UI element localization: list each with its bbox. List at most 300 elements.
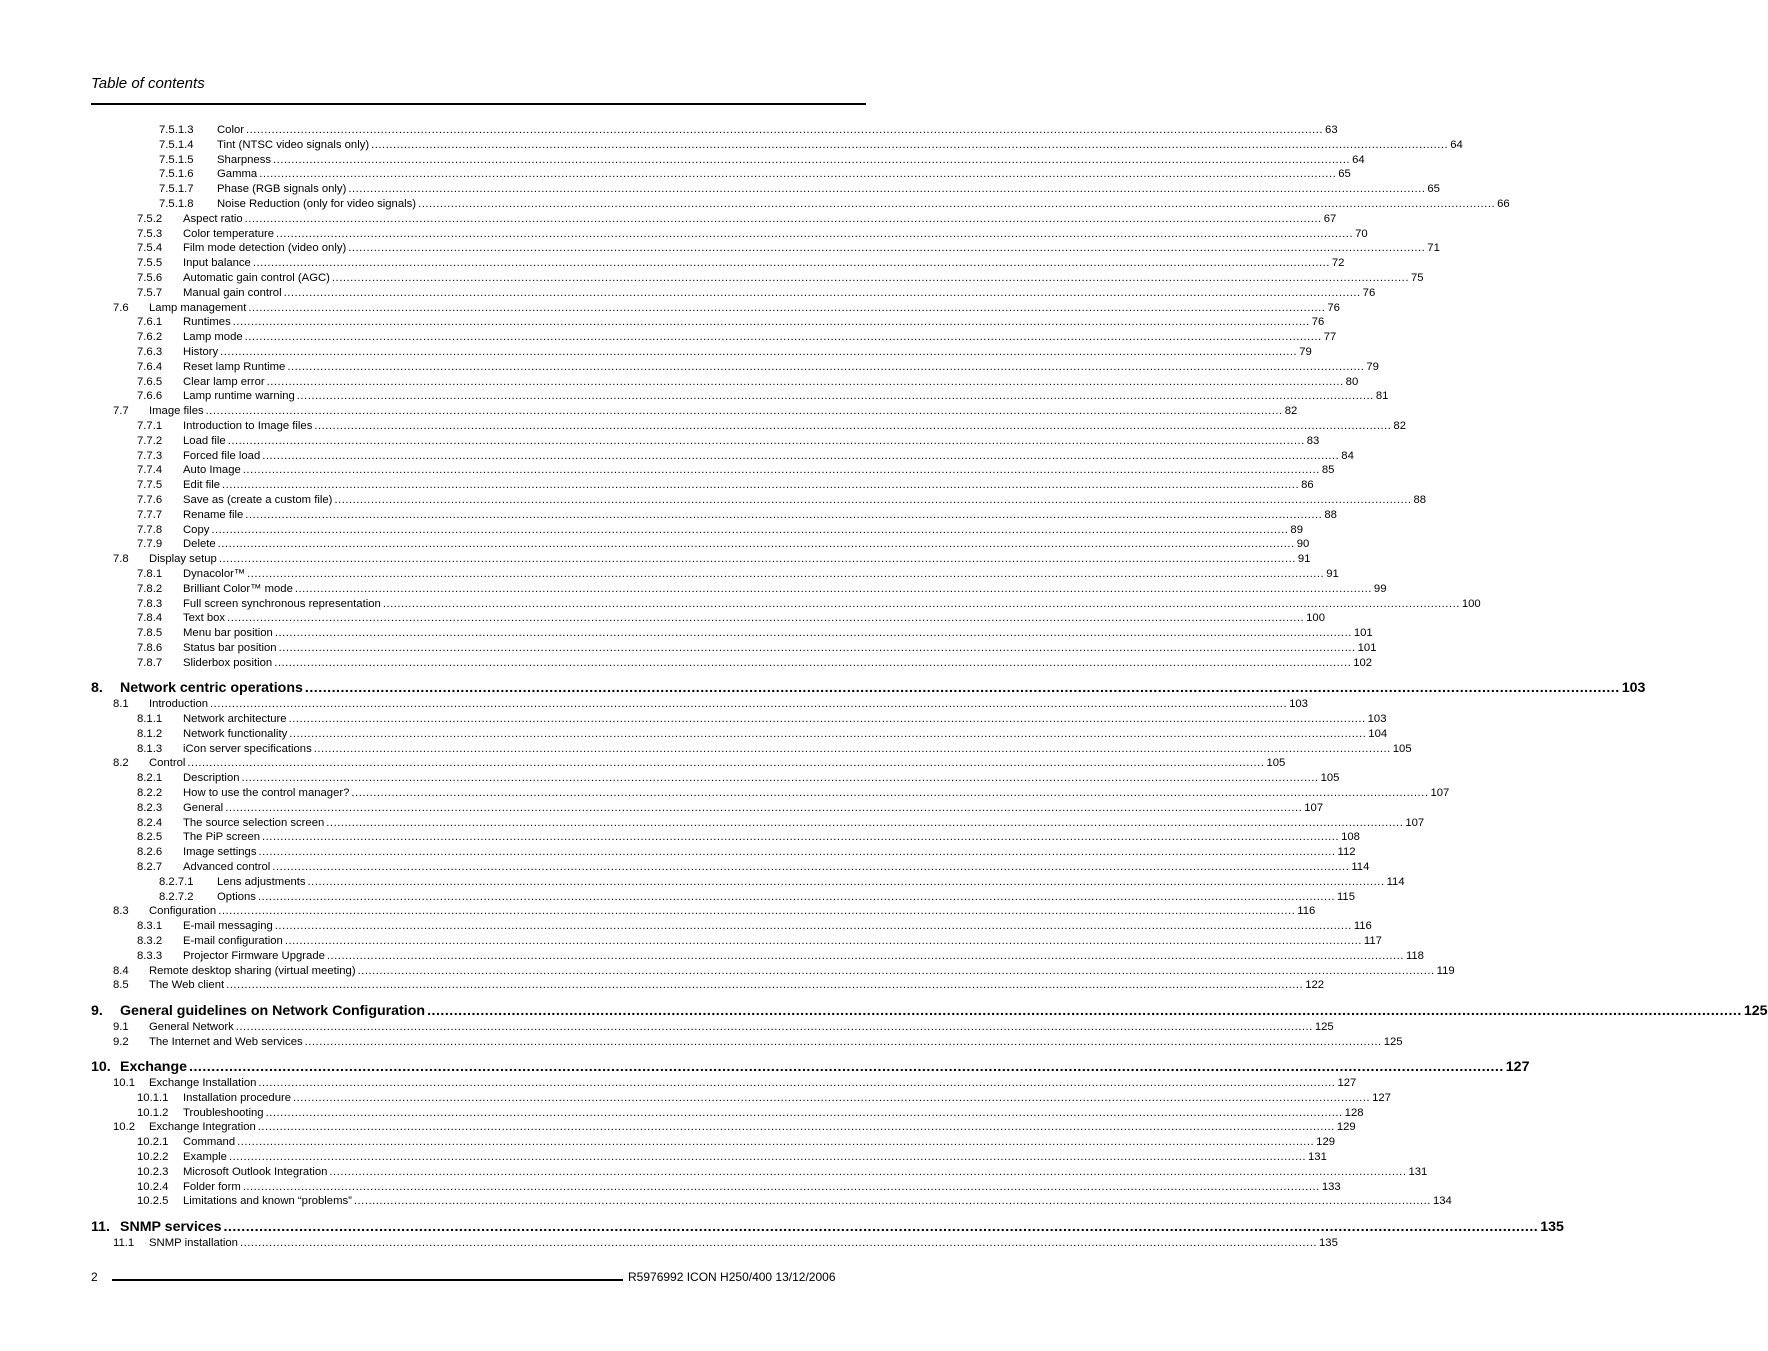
toc-entry-page: 129 <box>1336 1121 1356 1134</box>
toc-entry-number: 7.5.1.4 <box>159 138 194 151</box>
toc-entry-number: 7.5.1.7 <box>159 183 194 196</box>
toc-entry-title: Network centric operations <box>120 680 303 697</box>
toc-entry-page: 133 <box>1321 1180 1341 1193</box>
toc-entry-title: Microsoft Outlook Integration <box>183 1165 328 1178</box>
toc-entry-number: 7.5.7 <box>137 286 163 299</box>
toc-entry-page: 125 <box>1743 1002 1768 1019</box>
toc-entry-number: 8.3.2 <box>137 934 163 947</box>
toc-entry-number: 7.5.1.5 <box>159 153 194 166</box>
toc-entry-page: 81 <box>1375 390 1389 403</box>
toc-entry-title: Lamp mode <box>183 331 243 344</box>
toc-entry-number: 8.1.1 <box>137 712 163 725</box>
toc-entry-title: E-mail messaging <box>183 920 273 933</box>
toc-entry-title: Exchange <box>120 1059 188 1076</box>
toc-entry-page: 127 <box>1337 1077 1357 1090</box>
toc-entry-page: 107 <box>1405 816 1425 829</box>
toc-entry[interactable] <box>91 641 1377 656</box>
toc-entry-number: 7.6.6 <box>137 390 163 403</box>
toc-entry-page: 86 <box>1301 479 1314 492</box>
toc-entry-title: Limitations and known “problems” <box>183 1195 352 1208</box>
toc-entry[interactable] <box>91 1135 1336 1150</box>
toc-entry[interactable] <box>91 1236 1338 1251</box>
toc-entry-page: 117 <box>1363 934 1382 947</box>
toc-entry-title: Example <box>183 1151 227 1164</box>
toc-dot-leader <box>371 138 1448 153</box>
toc-entry-page: 64 <box>1352 153 1365 166</box>
toc-dot-leader <box>329 1165 1406 1180</box>
toc-entry[interactable] <box>91 123 1338 138</box>
toc-entry-title: Phase (RGB signals only) <box>217 183 347 196</box>
toc-dot-leader <box>262 449 1339 464</box>
toc-dot-leader <box>314 419 1391 434</box>
toc-dot-leader <box>293 1091 1370 1106</box>
toc-entry[interactable] <box>91 742 1412 757</box>
toc-entry-page: 64 <box>1450 138 1463 151</box>
toc-dot-leader <box>258 890 1335 905</box>
toc-entry[interactable] <box>91 271 1424 286</box>
toc-entry[interactable] <box>91 626 1373 641</box>
toc-entry-page: 77 <box>1323 331 1337 344</box>
toc-entry-page: 103 <box>1621 680 1646 697</box>
toc-entry[interactable] <box>91 1020 1334 1035</box>
toc-entry[interactable] <box>91 241 1440 256</box>
toc-dot-leader <box>220 345 1297 360</box>
toc-entry-page: 107 <box>1304 801 1324 814</box>
toc-entry-page: 100 <box>1461 597 1481 610</box>
toc-entry-title: Description <box>183 772 240 785</box>
toc-entry[interactable] <box>91 978 1325 993</box>
toc-entry[interactable] <box>91 964 1455 979</box>
toc-entry-title: Options <box>217 890 256 903</box>
toc-entry-page: 116 <box>1353 920 1372 933</box>
header-divider <box>91 103 866 105</box>
toc-entry[interactable] <box>91 434 1320 449</box>
toc-entry-title: The PiP screen <box>183 831 261 844</box>
toc-entry-page: 66 <box>1497 197 1510 210</box>
toc-chapter-entry[interactable] <box>91 1002 1768 1020</box>
toc-entry-title: Automatic gain control (AGC) <box>183 271 330 284</box>
toc-entry[interactable] <box>91 315 1325 330</box>
toc-entry[interactable] <box>91 860 1370 875</box>
toc-entry[interactable] <box>91 567 1339 582</box>
toc-entry-title: Text box <box>183 612 226 625</box>
toc-entry-page: 102 <box>1353 656 1373 669</box>
toc-entry-page: 114 <box>1386 875 1405 888</box>
toc-entry-page: 105 <box>1266 757 1286 770</box>
toc-dot-leader <box>273 153 1350 168</box>
toc-entry[interactable] <box>91 256 1345 271</box>
toc-entry-number: 7.8.6 <box>137 641 163 654</box>
toc-entry[interactable] <box>91 153 1365 168</box>
toc-entry-title: Load file <box>183 434 226 447</box>
toc-entry-number: 7.7.9 <box>137 538 163 551</box>
toc-entry-page: 101 <box>1357 641 1377 654</box>
toc-dot-leader <box>327 949 1404 964</box>
toc-entry-page: 89 <box>1290 523 1303 536</box>
toc-entry-page: 103 <box>1367 712 1387 725</box>
toc-entry[interactable] <box>91 389 1389 404</box>
toc-entry-number: 10.1.2 <box>137 1106 169 1119</box>
toc-entry[interactable] <box>91 786 1450 801</box>
toc-entry-number: 8.2.3 <box>137 801 163 814</box>
toc-entry[interactable] <box>91 419 1406 434</box>
toc-entry-number: 7.6.5 <box>137 375 163 388</box>
toc-entry[interactable] <box>91 727 1388 742</box>
toc-entry-number: 7.8.5 <box>137 627 163 640</box>
toc-entry-page: 104 <box>1368 727 1388 740</box>
toc-entry[interactable] <box>91 463 1335 478</box>
toc-dot-leader <box>272 860 1349 875</box>
toc-entry-page: 115 <box>1336 890 1355 903</box>
toc-entry-title: Remote desktop sharing (virtual meeting) <box>149 964 356 977</box>
toc-dot-leader <box>218 537 1295 552</box>
toc-dot-leader <box>295 582 1372 597</box>
toc-dot-leader <box>383 597 1460 612</box>
toc-entry[interactable] <box>91 1165 1428 1180</box>
toc-entry-number: 8.1.2 <box>137 727 163 740</box>
toc-entry-number: 7.5.3 <box>137 227 163 240</box>
toc-entry-number: 7.6.1 <box>137 316 163 329</box>
toc-dot-leader <box>258 1076 1335 1091</box>
toc-entry-page: 76 <box>1327 301 1340 314</box>
toc-entry-page: 72 <box>1331 257 1345 270</box>
toc-entry-page: 119 <box>1436 964 1455 977</box>
toc-entry-title: Gamma <box>217 168 258 181</box>
toc-entry-number: 8.2.4 <box>137 816 163 829</box>
toc-dot-leader <box>289 712 1366 727</box>
toc-entry[interactable] <box>91 227 1368 242</box>
toc-entry-title: Exchange Installation <box>149 1077 257 1090</box>
toc-entry-page: 67 <box>1323 212 1337 225</box>
toc-dot-leader <box>348 241 1425 256</box>
toc-dot-leader <box>305 679 1620 697</box>
page-header-title: Table of contents <box>91 75 205 92</box>
toc-entry-number: 7.7.5 <box>137 479 163 492</box>
toc-dot-leader <box>189 1058 1504 1076</box>
toc-entry-title: Reset lamp Runtime <box>183 360 286 373</box>
toc-entry-number: 9.1 <box>113 1020 129 1033</box>
toc-entry-title: Display setup <box>149 553 217 566</box>
toc-dot-leader <box>262 830 1339 845</box>
toc-entry-number: 7.5.5 <box>137 257 163 270</box>
toc-entry[interactable] <box>91 523 1303 538</box>
toc-entry[interactable] <box>91 816 1425 831</box>
toc-dot-leader <box>289 727 1366 742</box>
toc-entry-page: 101 <box>1353 627 1373 640</box>
toc-entry-number: 8.1 <box>113 698 129 711</box>
toc-entry-number: 8.2.7.1 <box>159 875 194 888</box>
toc-dot-leader <box>243 1180 1320 1195</box>
toc-dot-leader <box>274 656 1351 671</box>
toc-dot-leader <box>223 1218 1538 1236</box>
toc-entry-number: 10.2.4 <box>137 1180 169 1193</box>
toc-entry-title: SNMP services <box>120 1218 222 1235</box>
toc-dot-leader <box>326 816 1403 831</box>
toc-entry-number: 7.7.3 <box>137 449 163 462</box>
toc-entry[interactable] <box>91 697 1308 712</box>
toc-entry-number: 11. <box>91 1218 110 1235</box>
toc-dot-leader <box>227 611 1304 626</box>
toc-dot-leader <box>233 315 1310 330</box>
toc-entry-page: 122 <box>1305 979 1325 992</box>
toc-entry-number: 8.2 <box>113 757 129 770</box>
toc-entry[interactable] <box>91 1120 1356 1135</box>
toc-dot-leader <box>266 1106 1343 1121</box>
toc-entry[interactable] <box>91 934 1382 949</box>
footer-page-number: 2 <box>91 1270 98 1284</box>
toc-entry-page: 79 <box>1366 360 1379 373</box>
toc-chapter-entry[interactable] <box>91 679 1646 697</box>
toc-entry-number: 8.2.2 <box>137 786 163 799</box>
toc-entry-number: 7.6.4 <box>137 360 163 373</box>
toc-entry-number: 7.7 <box>113 405 129 418</box>
toc-entry-title: Configuration <box>149 905 217 918</box>
toc-entry-title: Folder form <box>183 1180 241 1193</box>
toc-entry[interactable] <box>91 582 1387 597</box>
toc-entry-title: General Network <box>149 1020 234 1033</box>
toc-entry-page: 129 <box>1316 1136 1336 1149</box>
toc-dot-leader <box>358 964 1435 979</box>
toc-entry[interactable] <box>91 286 1376 301</box>
toc-dot-leader <box>259 167 1336 182</box>
toc-entry[interactable] <box>91 1180 1341 1195</box>
toc-entry-page: 114 <box>1351 860 1370 873</box>
toc-entry-title: Delete <box>183 538 216 551</box>
toc-entry[interactable] <box>91 212 1337 227</box>
toc-entry[interactable] <box>91 656 1373 671</box>
toc-dot-leader <box>275 919 1352 934</box>
toc-entry-number: 8.1.3 <box>137 742 163 755</box>
toc-entry[interactable] <box>91 830 1360 845</box>
toc-dot-leader <box>275 626 1352 641</box>
toc-entry-title: The Internet and Web services <box>149 1035 303 1048</box>
toc-dot-leader <box>314 742 1391 757</box>
toc-dot-leader <box>211 523 1288 538</box>
toc-entry[interactable] <box>91 904 1316 919</box>
toc-entry[interactable] <box>91 404 1298 419</box>
toc-entry[interactable] <box>91 360 1379 375</box>
toc-entry[interactable] <box>91 197 1510 212</box>
toc-dot-leader <box>267 375 1344 390</box>
toc-entry-title: Introduction <box>149 698 209 711</box>
toc-entry[interactable] <box>91 493 1427 508</box>
toc-entry-page: 88 <box>1413 493 1427 506</box>
toc-entry-page: 79 <box>1299 345 1312 358</box>
toc-dot-leader <box>354 1194 1431 1209</box>
toc-entry-title: Status bar position <box>183 641 277 654</box>
toc-entry[interactable] <box>91 890 1355 905</box>
toc-entry-title: Image settings <box>183 846 257 859</box>
toc-entry-number: 8.3.1 <box>137 920 163 933</box>
toc-dot-leader <box>218 904 1295 919</box>
toc-entry-number: 8.2.7 <box>137 860 163 873</box>
toc-entry-number: 10.2.2 <box>137 1151 169 1164</box>
toc-entry[interactable] <box>91 537 1310 552</box>
toc-entry-title: Brilliant Color™ mode <box>183 582 293 595</box>
toc-dot-leader <box>258 845 1335 860</box>
toc-entry-title: Tint (NTSC video signals only) <box>217 138 370 151</box>
toc-entry-number: 7.5.1.3 <box>159 124 194 136</box>
toc-dot-leader <box>308 875 1385 890</box>
toc-entry-page: 107 <box>1430 786 1450 799</box>
toc-dot-leader <box>226 978 1303 993</box>
toc-entry-page: 82 <box>1393 419 1406 432</box>
toc-entry-number: 7.5.1.6 <box>159 168 194 181</box>
toc-entry-number: 11.1 <box>113 1236 135 1249</box>
toc-entry-title: Color <box>217 124 244 136</box>
toc-entry-page: 103 <box>1289 698 1308 711</box>
toc-entry-title: Forced file load <box>183 449 261 462</box>
toc-entry-title: General guidelines on Network Configuration <box>120 1002 426 1019</box>
toc-dot-leader <box>245 508 1322 523</box>
toc-entry-number: 7.7.8 <box>137 523 163 536</box>
toc-entry[interactable] <box>91 712 1387 727</box>
toc-entry[interactable] <box>91 167 1351 182</box>
toc-entry[interactable] <box>91 375 1359 390</box>
toc-dot-leader <box>334 493 1411 508</box>
toc-entry-number: 8. <box>91 680 103 697</box>
toc-entry-title: The Web client <box>149 979 225 992</box>
toc-entry-number: 8.4 <box>113 964 129 977</box>
toc-entry-page: 118 <box>1405 949 1424 962</box>
toc-entry-page: 99 <box>1373 582 1387 595</box>
toc-entry-page: 135 <box>1319 1236 1338 1249</box>
toc-entry[interactable] <box>91 1091 1391 1106</box>
toc-entry[interactable] <box>91 345 1312 360</box>
toc-entry[interactable] <box>91 330 1337 345</box>
toc-chapter-entry[interactable] <box>91 1218 1564 1236</box>
toc-entry-page: 70 <box>1355 227 1368 240</box>
toc-entry[interactable] <box>91 508 1337 523</box>
toc-entry[interactable] <box>91 552 1311 567</box>
toc-entry[interactable] <box>91 919 1372 934</box>
toc-entry-number: 10.2.5 <box>137 1195 169 1208</box>
toc-dot-leader <box>258 1120 1335 1135</box>
toc-entry[interactable] <box>91 1106 1364 1121</box>
toc-entry[interactable] <box>91 801 1324 816</box>
toc-entry-title: Clear lamp error <box>183 375 265 388</box>
toc-entry[interactable] <box>91 875 1405 890</box>
toc-entry-title: Save as (create a custom file) <box>183 493 333 506</box>
toc-dot-leader <box>305 1035 1382 1050</box>
toc-entry-number: 10. <box>91 1059 111 1076</box>
toc-entry[interactable] <box>91 138 1463 153</box>
toc-entry-number: 10.2.1 <box>137 1136 169 1149</box>
toc-entry-title: Control <box>149 757 186 770</box>
toc-entry-number: 10.1 <box>113 1077 135 1090</box>
toc-entry-number: 7.6.3 <box>137 345 163 358</box>
toc-entry-page: 91 <box>1297 553 1311 566</box>
toc-entry-page: 90 <box>1296 538 1310 551</box>
toc-entry[interactable] <box>91 949 1424 964</box>
toc-entry-title: Projector Firmware Upgrade <box>183 949 325 962</box>
toc-dot-leader <box>284 286 1361 301</box>
toc-entry[interactable] <box>91 1076 1357 1091</box>
toc-entry-title: How to use the control manager? <box>183 786 350 799</box>
toc-entry-page: 112 <box>1337 846 1356 859</box>
toc-dot-leader <box>228 434 1305 449</box>
toc-entry-title: Installation procedure <box>183 1091 292 1104</box>
toc-dot-leader <box>229 1150 1306 1165</box>
toc-entry-title: Manual gain control <box>183 286 282 299</box>
toc-entry-page: 63 <box>1325 124 1338 136</box>
toc-dot-leader <box>236 1020 1313 1035</box>
toc-entry-number: 8.3.3 <box>137 949 163 962</box>
toc-entry-page: 105 <box>1320 772 1340 785</box>
toc-entry-number: 7.5.4 <box>137 242 163 255</box>
toc-dot-leader <box>247 567 1324 582</box>
toc-entry-page: 84 <box>1341 449 1354 462</box>
toc-entry-title: Full screen synchronous representation <box>183 597 381 610</box>
toc-entry-page: 71 <box>1427 242 1440 255</box>
toc-entry-number: 10.2 <box>113 1121 135 1134</box>
toc-entry-title: iCon server specifications <box>183 742 312 755</box>
toc-entry[interactable] <box>91 478 1314 493</box>
toc-entry-number: 7.8.3 <box>137 597 163 610</box>
toc-dot-leader <box>248 301 1325 316</box>
toc-entry-number: 8.2.5 <box>137 831 163 844</box>
toc-entry[interactable] <box>91 845 1356 860</box>
toc-entry[interactable] <box>91 449 1354 464</box>
toc-entry-number: 10.1.1 <box>137 1091 169 1104</box>
toc-chapter-entry[interactable] <box>91 1058 1530 1076</box>
footer-divider <box>112 1279 623 1281</box>
toc-entry-page: 83 <box>1306 434 1320 447</box>
toc-entry[interactable] <box>91 756 1286 771</box>
toc-entry-page: 127 <box>1372 1091 1391 1104</box>
toc-entry[interactable] <box>91 771 1340 786</box>
toc-entry[interactable] <box>91 1194 1452 1209</box>
toc-dot-leader <box>297 389 1374 404</box>
toc-entry-page: 127 <box>1505 1059 1530 1076</box>
toc-entry-title: Runtimes <box>183 316 231 329</box>
toc-entry-number: 8.3 <box>113 905 129 918</box>
toc-entry[interactable] <box>91 597 1481 612</box>
toc-entry-title: Lens adjustments <box>217 875 306 888</box>
toc-entry[interactable] <box>91 1150 1327 1165</box>
toc-entry-page: 116 <box>1297 905 1316 918</box>
toc-entry-page: 108 <box>1341 831 1360 844</box>
toc-entry-number: 7.7.1 <box>137 419 163 432</box>
toc-entry-title: Rename file <box>183 508 244 521</box>
toc-entry-title: Dynacolor™ <box>183 567 246 580</box>
toc-dot-leader <box>348 182 1425 197</box>
toc-entry[interactable] <box>91 611 1325 626</box>
toc-entry[interactable] <box>91 1035 1403 1050</box>
toc-entry-page: 85 <box>1321 464 1335 477</box>
toc-entry-number: 8.5 <box>113 979 129 992</box>
toc-dot-leader <box>187 756 1264 771</box>
toc-entry-page: 125 <box>1314 1020 1334 1033</box>
toc-dot-leader <box>332 271 1409 286</box>
toc-entry-number: 7.6.2 <box>137 331 163 344</box>
toc-entry-title: Sharpness <box>217 153 272 166</box>
toc-entry-number: 8.2.7.2 <box>159 890 194 903</box>
toc-entry-page: 125 <box>1383 1035 1403 1048</box>
toc-entry-title: Lamp runtime warning <box>183 390 295 403</box>
toc-dot-leader <box>285 934 1362 949</box>
toc-entry-title: Network functionality <box>183 727 288 740</box>
footer-document-info: R5976992 ICON H250/400 13/12/2006 <box>628 1270 836 1284</box>
toc-dot-leader <box>427 1002 1742 1020</box>
toc-entry[interactable] <box>91 301 1340 316</box>
toc-entry[interactable] <box>91 182 1440 197</box>
toc-entry-title: The source selection screen <box>183 816 325 829</box>
toc-dot-leader <box>225 801 1302 816</box>
toc-dot-leader <box>222 478 1299 493</box>
toc-entry-page: 65 <box>1427 183 1440 196</box>
toc-entry-title: General <box>183 801 224 814</box>
